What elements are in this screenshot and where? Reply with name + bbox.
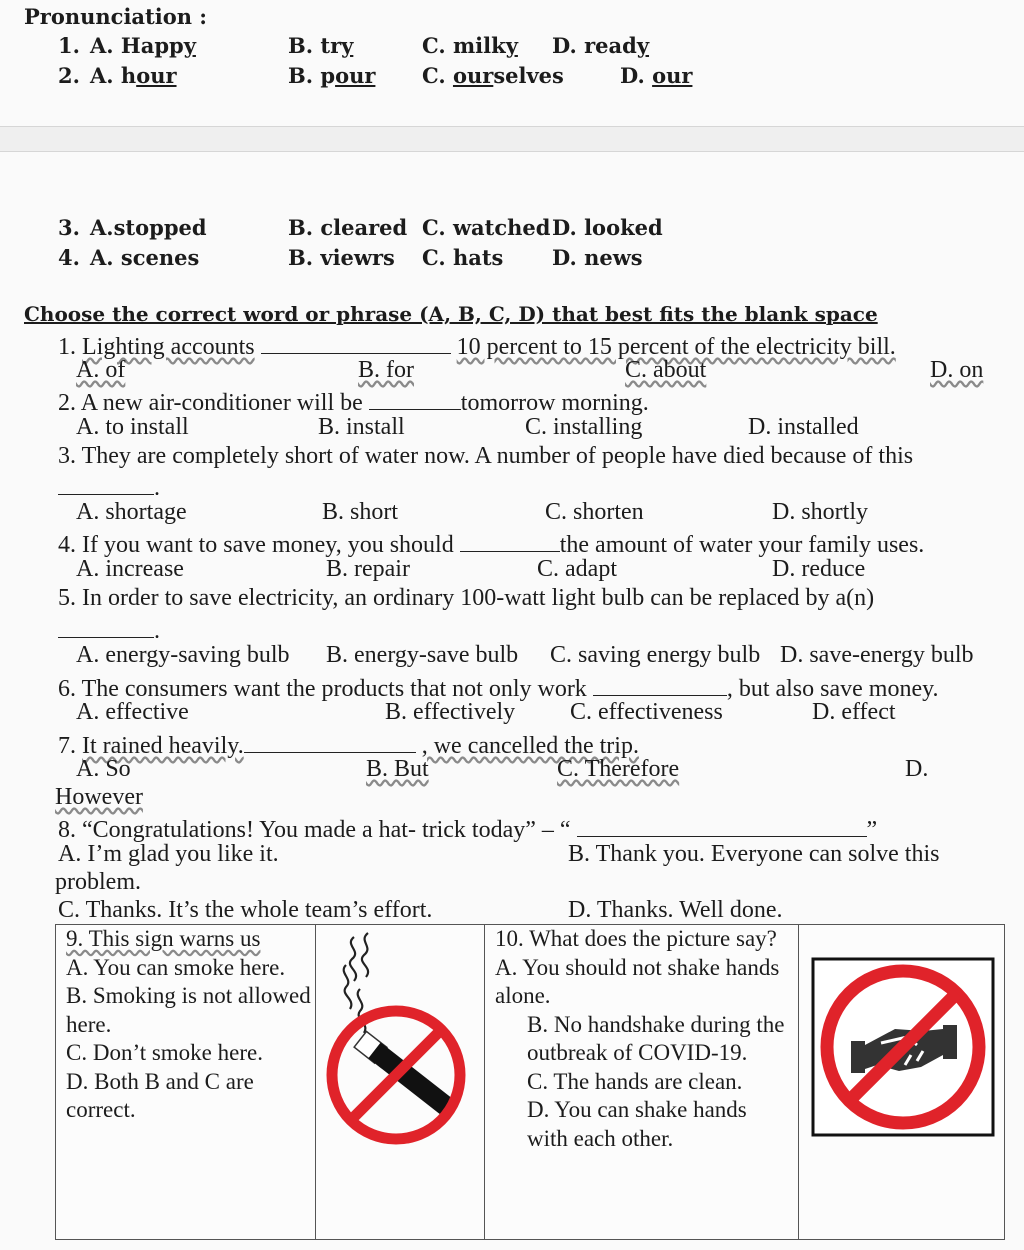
- q5-option-d: D. save-energy bulb: [780, 642, 974, 668]
- q6-option-d: D. effect: [812, 699, 896, 725]
- pron-1-option-b: B. try: [288, 33, 354, 58]
- q8-stem: 8. “Congratulations! You made a hat- trick today” – “ ”: [58, 812, 877, 844]
- pron-2-option-a: A. hour: [90, 63, 177, 88]
- q7-option-a: A. So: [76, 756, 131, 782]
- q3-blank: [58, 470, 154, 495]
- pron-num-1: 1.: [58, 33, 80, 58]
- q10-option-a: A. You should not shake hands alone.: [495, 954, 780, 1008]
- q9-stem: 9. This sign warns us: [66, 926, 261, 951]
- q8-option-d: D. Thanks. Well done.: [568, 897, 783, 923]
- q9-image-cell: [315, 924, 486, 1240]
- pron-num-3: 3.: [58, 215, 80, 240]
- pron-3-option-c: C. watched: [422, 215, 551, 240]
- q3-stem: 3. They are completely short of water now. A number of people have died because of this: [58, 443, 914, 469]
- q4-blank: [460, 527, 560, 552]
- q3-option-d: D. shortly: [772, 499, 868, 525]
- q2-option-d: D. installed: [748, 414, 859, 440]
- q4-stem: 4. If you want to save money, you should the amount of water your family uses.: [58, 527, 924, 559]
- q5-option-b: B. energy-save bulb: [326, 642, 519, 668]
- q8-option-b: B. Thank you. Everyone can solve this: [568, 841, 940, 867]
- q7-option-d: D.: [905, 756, 929, 782]
- q9-text-cell: [55, 924, 317, 1240]
- q10-option-c: C. The hands are clean.: [527, 1068, 743, 1094]
- q6-option-b: B. effectively: [385, 699, 516, 725]
- pron-4-option-b: B. viewrs: [288, 245, 395, 270]
- no-smoking-sign-icon: [316, 925, 485, 1239]
- q10-text-cell: [484, 924, 800, 1240]
- q7-option-b: B. But: [366, 756, 429, 782]
- q8-option-c: C. Thanks. It’s the whole team’s effort.: [58, 897, 433, 923]
- q3-option-b: B. short: [322, 499, 399, 525]
- q5-blank: [58, 613, 154, 638]
- pron-1-option-c: C. milky: [422, 33, 518, 58]
- q4-option-c: C. adapt: [537, 556, 617, 582]
- pron-3-option-b: B. cleared: [288, 215, 408, 240]
- section-title: Choose the correct word or phrase (A, B, C, D) that best fits the blank space: [24, 302, 878, 326]
- q6-stem: 6. The consumers want the products that not only work , but also save money.: [58, 671, 939, 703]
- q2-option-c: C. installing: [525, 414, 643, 440]
- q7-option-c: C. Therefore: [557, 756, 680, 782]
- q9-option-d: D. Both B and C are correct.: [66, 1068, 254, 1122]
- q10-option-b: B. No handshake during the outbreak of COVID-19.: [527, 1011, 785, 1065]
- q4-option-a: A. increase: [76, 556, 184, 582]
- q1-option-a: A. of: [76, 357, 126, 383]
- q1-option-b: B. for: [358, 357, 414, 383]
- divider-band: [0, 126, 1024, 152]
- q3-option-a: A. shortage: [76, 499, 187, 525]
- q8-blank: [577, 812, 867, 837]
- q9-option-b: B. Smoking is not allowed here.: [66, 983, 311, 1037]
- q10-stem: 10. What does the picture say?: [495, 926, 777, 951]
- q2-stem: 2. A new air-conditioner will be tomorrow morning.: [58, 385, 649, 417]
- pron-num-4: 4.: [58, 245, 80, 270]
- pron-4-option-d: D. news: [552, 245, 643, 270]
- q4-option-b: B. repair: [326, 556, 410, 582]
- pron-4-option-a: A. scenes: [90, 245, 200, 270]
- q3-blank-line: .: [58, 470, 160, 502]
- pronunciation-title: Pronunciation :: [24, 4, 208, 29]
- pron-1-option-a: A. Happy: [90, 33, 196, 58]
- q7-option-d-text: However: [55, 784, 143, 810]
- q6-option-c: C. effectiveness: [570, 699, 723, 725]
- pron-2-option-b: B. pour: [288, 63, 376, 88]
- q5-blank-line: .: [58, 613, 160, 645]
- no-handshake-sign-icon: [799, 925, 1004, 1239]
- q5-option-a: A. energy-saving bulb: [76, 642, 290, 668]
- q7-blank: [244, 728, 416, 753]
- q10-image-cell: [798, 924, 1005, 1240]
- q9-option-c: C. Don’t smoke here.: [66, 1040, 263, 1065]
- q10-option-d: D. You can shake hands with each other.: [527, 1097, 747, 1151]
- q1-stem: 1. Lighting accounts 10 percent to 15 percent of the electricity bill.: [58, 329, 896, 361]
- q6-blank: [593, 671, 727, 696]
- q1-blank: [261, 329, 451, 354]
- pron-3-option-a: A.stopped: [90, 215, 207, 240]
- pron-4-option-c: C. hats: [422, 245, 504, 270]
- q5-option-c: C. saving energy bulb: [550, 642, 761, 668]
- q7-stem: 7. It rained heavily. , we cancelled the trip.: [58, 728, 639, 760]
- q2-option-b: B. install: [318, 414, 405, 440]
- pron-3-option-d: D. looked: [552, 215, 663, 240]
- q1-option-c: C. about: [625, 357, 707, 383]
- q1-option-d: D. on: [930, 357, 984, 383]
- q2-blank: [369, 385, 461, 410]
- q3-option-c: C. shorten: [545, 499, 644, 525]
- pron-1-option-d: D. ready: [552, 33, 650, 58]
- pron-2-option-d: D. our: [620, 63, 693, 88]
- q6-option-a: A. effective: [76, 699, 189, 725]
- q5-stem: 5. In order to save electricity, an ordinary 100-watt light bulb can be replaced by a(n): [58, 585, 875, 611]
- q9-option-a: A. You can smoke here.: [66, 954, 286, 980]
- q2-option-a: A. to install: [76, 414, 189, 440]
- q8-option-b-cont: problem.: [55, 869, 141, 895]
- q8-option-a: A. I’m glad you like it.: [58, 841, 279, 867]
- pron-2-option-c: C. ourselves: [422, 63, 564, 88]
- pron-num-2: 2.: [58, 63, 80, 88]
- q4-option-d: D. reduce: [772, 556, 866, 582]
